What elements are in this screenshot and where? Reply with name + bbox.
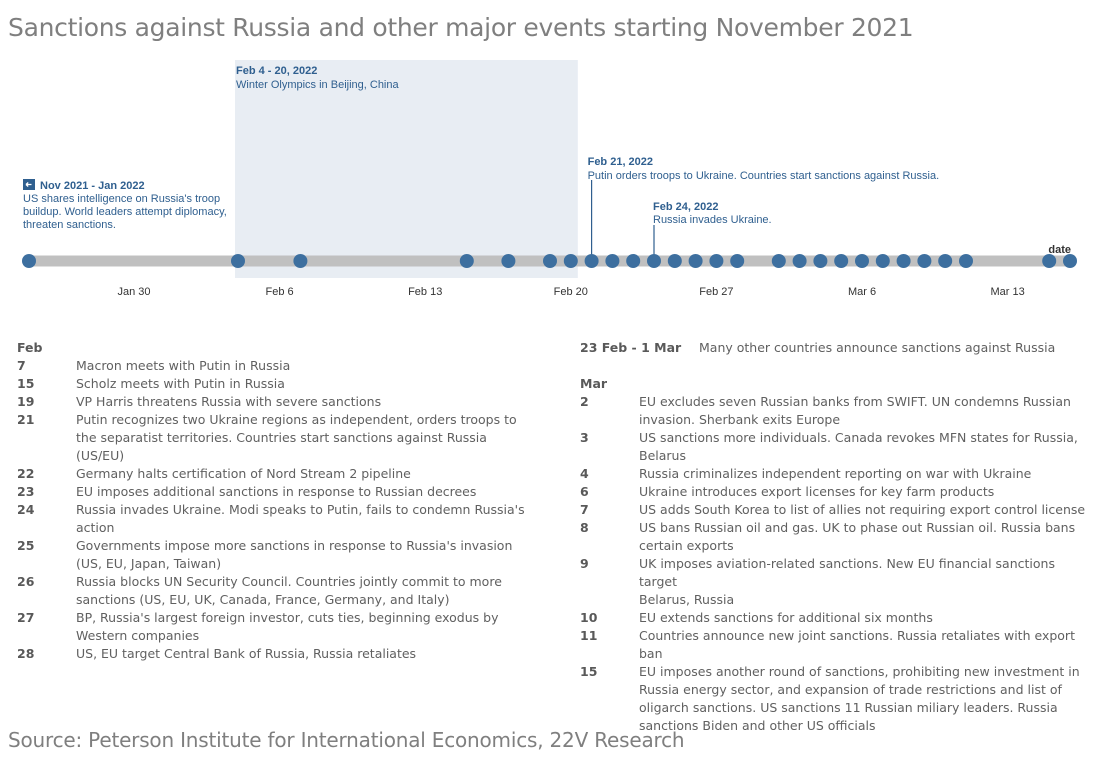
event-row xyxy=(580,465,1090,483)
event-text xyxy=(639,465,1090,483)
event-row xyxy=(17,573,537,609)
event-day: 4 xyxy=(580,466,589,481)
event-text-line: Belarus xyxy=(639,448,686,463)
event-text-line: action xyxy=(76,520,115,535)
event-dot xyxy=(793,254,807,268)
range-event-dates: 23 Feb - 1 Mar xyxy=(580,340,682,355)
event-text-line: EU excludes seven Russian banks from SWIFT. UN condemns Russian xyxy=(639,394,1071,409)
event-text xyxy=(76,465,537,483)
event-text xyxy=(639,429,1090,465)
event-dot xyxy=(460,254,474,268)
event-row xyxy=(580,501,1090,519)
event-text-line: EU imposes additional sanctions in response to Russian decrees xyxy=(76,484,477,499)
nov-jan-text-line-2: buildup. World leaders attempt diplomacy, xyxy=(23,206,227,218)
event-text-line: US sanctions more individuals. Canada revokes MFN states for Russia, xyxy=(639,430,1078,445)
event-text xyxy=(76,411,537,465)
event-text xyxy=(76,537,537,573)
event-day: 24 xyxy=(17,502,35,517)
event-text-line: EU imposes another round of sanctions, prohibiting new investment in xyxy=(639,664,1080,679)
event-row xyxy=(580,519,1090,555)
event-text-line: BP, Russia's largest foreign investor, cuts ties, beginning exodus by xyxy=(76,610,499,625)
event-text-line: VP Harris threatens Russia with severe sanctions xyxy=(76,394,382,409)
source-note: Source: Peterson Institute for International Economics, 22V Research xyxy=(8,728,685,752)
event-dot xyxy=(917,254,931,268)
event-row xyxy=(17,375,537,393)
event-text-line: invasion. Sherbank exits Europe xyxy=(639,412,841,427)
event-text-line: Germany halts certification of Nord Stream 2 pipeline xyxy=(76,466,411,481)
event-day: 7 xyxy=(17,358,26,373)
x-axis-title: date xyxy=(1048,244,1071,256)
event-dot xyxy=(938,254,952,268)
event-day: 10 xyxy=(580,610,598,625)
event-row xyxy=(17,537,537,573)
event-text-line: EU extends sanctions for additional six months xyxy=(639,610,933,625)
x-tick-label: Feb 6 xyxy=(265,286,294,298)
event-row xyxy=(17,393,537,411)
event-day: 22 xyxy=(17,466,35,481)
event-text-line: Scholz meets with Putin in Russia xyxy=(76,376,285,391)
x-tick-label: Jan 30 xyxy=(117,286,151,298)
event-day: 28 xyxy=(17,646,35,661)
event-text xyxy=(76,645,537,663)
event-dot xyxy=(876,254,890,268)
event-row xyxy=(17,645,537,663)
event-text xyxy=(639,663,1090,735)
event-text xyxy=(76,357,537,375)
feb21-text-label: Putin orders troops to Ukraine. Countries start sanctions against Russia. xyxy=(587,170,940,182)
x-tick-label: Feb 27 xyxy=(699,286,734,298)
event-text-line: Countries announce new joint sanctions. Russia retaliates with export xyxy=(639,628,1075,643)
event-dot xyxy=(22,254,36,268)
event-row xyxy=(17,411,537,465)
event-text-line: Russia invades Ukraine. Modi speaks to Putin, fails to condemn Russia's xyxy=(76,502,525,517)
event-day: 19 xyxy=(17,394,35,409)
event-row xyxy=(580,429,1090,465)
event-row xyxy=(17,501,537,537)
event-dot xyxy=(689,254,703,268)
event-dot xyxy=(626,254,640,268)
event-row xyxy=(580,393,1090,429)
mar-header: Mar xyxy=(580,376,608,391)
event-text-line: certain exports xyxy=(639,538,734,553)
x-tick-label: Mar 6 xyxy=(847,286,877,298)
event-day: 23 xyxy=(17,484,35,499)
nov-jan-date: Nov 2021 - Jan 2022 xyxy=(40,180,145,192)
event-text-line: Governments impose more sanctions in response to Russia's invasion xyxy=(76,538,513,553)
nov-jan-text-line-1: US shares intelligence on Russia's troop xyxy=(23,193,221,205)
event-text xyxy=(76,393,537,411)
event-text-line: ban xyxy=(639,646,663,661)
range-event-text: Many other countries announce sanctions against Russia xyxy=(699,340,1056,355)
event-dot xyxy=(585,254,599,268)
event-dot xyxy=(1063,254,1077,268)
event-dot xyxy=(855,254,869,268)
event-dot xyxy=(647,254,661,268)
event-text xyxy=(76,483,537,501)
event-row xyxy=(580,609,1090,627)
event-text xyxy=(639,609,1090,627)
event-day: 9 xyxy=(580,556,589,571)
event-dot xyxy=(605,254,619,268)
event-text-line: US bans Russian oil and gas. UK to phase out Russian oil. Russia bans xyxy=(639,520,1076,535)
x-tick-label: Feb 13 xyxy=(408,286,443,298)
event-day: 7 xyxy=(580,502,589,517)
event-text-line: US, EU target Central Bank of Russia, Russia retaliates xyxy=(76,646,417,661)
nov-jan-annotation xyxy=(23,179,227,231)
event-day: 27 xyxy=(17,610,35,625)
event-dot xyxy=(501,254,515,268)
event-text-line: sanctions (US, EU, UK, Canada, France, Germany, and Italy) xyxy=(76,592,450,607)
event-text xyxy=(639,393,1090,429)
event-text-line: Macron meets with Putin in Russia xyxy=(76,358,291,373)
x-tick-label: Mar 13 xyxy=(990,286,1025,298)
event-row xyxy=(580,627,1090,663)
event-row xyxy=(580,663,1090,735)
event-day: 8 xyxy=(580,520,589,535)
feb-header: Feb xyxy=(17,340,43,355)
event-dot xyxy=(231,254,245,268)
event-day: 6 xyxy=(580,484,589,499)
event-text-line: US adds South Korea to list of allies not requiring export control license xyxy=(639,502,1086,517)
event-text xyxy=(639,501,1090,519)
event-text-line: Ukraine introduces export licenses for key farm products xyxy=(639,484,995,499)
range-event-row xyxy=(580,339,1090,357)
event-dot xyxy=(564,254,578,268)
event-day: 15 xyxy=(580,664,598,679)
event-dot xyxy=(959,254,973,268)
timeline-chart xyxy=(0,0,1094,320)
event-row xyxy=(17,465,537,483)
feb24-date-label: Feb 24, 2022 xyxy=(653,201,719,213)
olympics-date-label: Feb 4 - 20, 2022 xyxy=(236,65,318,77)
event-day: 3 xyxy=(580,430,589,445)
event-row xyxy=(17,483,537,501)
event-day: 26 xyxy=(17,574,35,589)
event-dot xyxy=(293,254,307,268)
event-text-line: UK imposes aviation-related sanctions. New EU financial sanctions target xyxy=(639,556,1055,589)
event-text xyxy=(639,627,1090,663)
event-text xyxy=(639,555,1090,609)
x-tick-label: Feb 20 xyxy=(553,286,588,298)
nov-jan-text-line-3: threaten sanctions. xyxy=(23,219,116,231)
x-tick-labels xyxy=(117,286,1024,298)
event-text xyxy=(76,501,537,537)
event-dot xyxy=(772,254,786,268)
event-text-line: Russia criminalizes independent reporting on war with Ukraine xyxy=(639,466,1032,481)
event-dot xyxy=(543,254,557,268)
event-day: 11 xyxy=(580,628,598,643)
event-day: 2 xyxy=(580,394,589,409)
event-dot xyxy=(834,254,848,268)
event-dot xyxy=(1042,254,1056,268)
event-dot xyxy=(897,254,911,268)
olympics-text-label: Winter Olympics in Beijing, China xyxy=(236,79,399,91)
event-text-line: Western companies xyxy=(76,628,200,643)
event-text-line: Putin recognizes two Ukraine regions as independent, orders troops to xyxy=(76,412,517,427)
event-dot xyxy=(730,254,744,268)
event-text xyxy=(76,573,537,609)
event-row xyxy=(17,357,537,375)
event-row xyxy=(580,555,1090,609)
event-text-line: the separatist territories. Countries start sanctions against Russia (US/EU) xyxy=(76,430,487,463)
event-text-line: Russia energy sector, and expansion of trade restrictions and list of xyxy=(639,682,1062,697)
feb24-text-label: Russia invades Ukraine. xyxy=(653,214,772,226)
event-text-line: oligarch sanctions. US sanctions 11 Russian miliary leaders. Russia xyxy=(639,700,1058,715)
event-row xyxy=(17,609,537,645)
event-text-line: (US, EU, Japan, Taiwan) xyxy=(76,556,222,571)
event-day: 25 xyxy=(17,538,35,553)
event-text-line: Belarus, Russia xyxy=(639,592,735,607)
event-row xyxy=(580,483,1090,501)
event-dot xyxy=(813,254,827,268)
event-text xyxy=(639,519,1090,555)
olympics-highlight-band xyxy=(235,60,578,278)
event-dot xyxy=(668,254,682,268)
mar-events-table xyxy=(580,339,1090,735)
event-text xyxy=(76,609,537,645)
feb-events-table xyxy=(17,339,537,663)
page-title: Sanctions against Russia and other major events starting November 2021 xyxy=(8,13,914,42)
event-day: 15 xyxy=(17,376,35,391)
event-text xyxy=(639,483,1090,501)
event-text xyxy=(76,375,537,393)
event-day: 21 xyxy=(17,412,35,427)
event-text-line: Russia blocks UN Security Council. Countries jointly commit to more xyxy=(76,574,502,589)
feb21-date-label: Feb 21, 2022 xyxy=(587,156,654,168)
event-dot xyxy=(709,254,723,268)
event-text-line: sanctions Biden and other US officials xyxy=(639,718,876,733)
